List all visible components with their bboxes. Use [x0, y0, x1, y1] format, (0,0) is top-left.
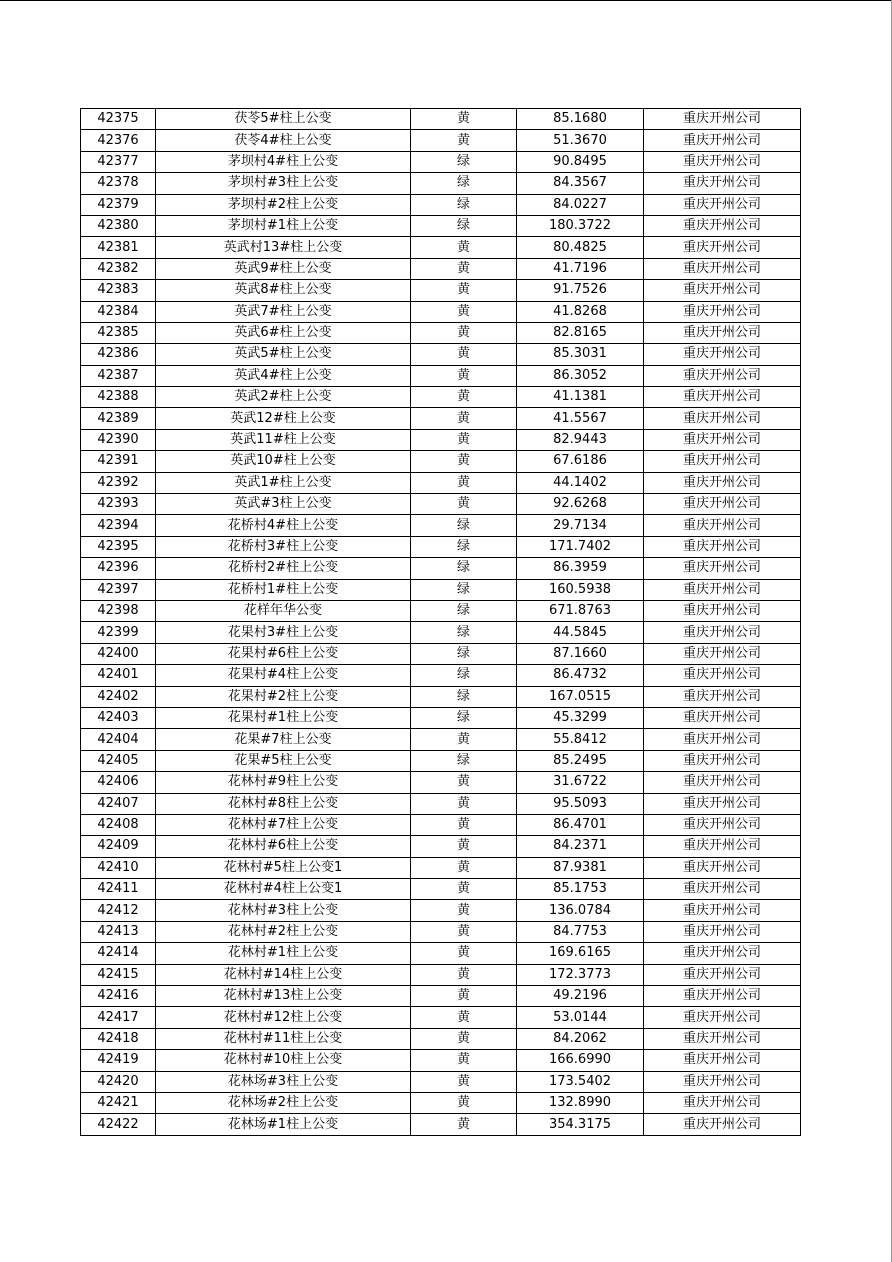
- cell-level: 黄: [411, 1114, 517, 1135]
- cell-id: 42406: [81, 772, 156, 793]
- cell-id: 42418: [81, 1028, 156, 1049]
- cell-level: 黄: [411, 814, 517, 835]
- cell-org: 重庆开州公司: [644, 365, 801, 386]
- cell-org: 重庆开州公司: [644, 686, 801, 707]
- table-row: [81, 1114, 801, 1135]
- cell-value: 84.7753: [517, 921, 644, 942]
- cell-org: 重庆开州公司: [644, 622, 801, 643]
- cell-org: 重庆开州公司: [644, 1114, 801, 1135]
- table-row: [81, 1050, 801, 1071]
- cell-id: 42379: [81, 194, 156, 215]
- cell-level: 绿: [411, 622, 517, 643]
- cell-level: 黄: [411, 472, 517, 493]
- cell-value: 85.3031: [517, 344, 644, 365]
- cell-value: 82.9443: [517, 429, 644, 450]
- cell-org: 重庆开州公司: [644, 1028, 801, 1049]
- cell-id: 42377: [81, 151, 156, 172]
- cell-value: 95.5093: [517, 793, 644, 814]
- cell-name: 英武7#柱上公变: [156, 301, 411, 322]
- cell-org: 重庆开州公司: [644, 1050, 801, 1071]
- cell-org: 重庆开州公司: [644, 879, 801, 900]
- cell-id: 42383: [81, 280, 156, 301]
- cell-id: 42408: [81, 814, 156, 835]
- cell-level: 绿: [411, 643, 517, 664]
- cell-id: 42387: [81, 365, 156, 386]
- cell-value: 55.8412: [517, 729, 644, 750]
- cell-value: 169.6165: [517, 943, 644, 964]
- cell-id: 42403: [81, 707, 156, 728]
- cell-value: 45.3299: [517, 707, 644, 728]
- table-row: [81, 1028, 801, 1049]
- table-row: [81, 772, 801, 793]
- cell-value: 90.8495: [517, 151, 644, 172]
- cell-level: 绿: [411, 686, 517, 707]
- cell-org: 重庆开州公司: [644, 472, 801, 493]
- cell-level: 黄: [411, 130, 517, 151]
- cell-value: 80.4825: [517, 237, 644, 258]
- cell-value: 92.6268: [517, 494, 644, 515]
- cell-level: 黄: [411, 729, 517, 750]
- cell-org: 重庆开州公司: [644, 665, 801, 686]
- table-row: [81, 729, 801, 750]
- cell-level: 黄: [411, 793, 517, 814]
- cell-level: 绿: [411, 579, 517, 600]
- cell-value: 51.3670: [517, 130, 644, 151]
- cell-org: 重庆开州公司: [644, 750, 801, 771]
- cell-level: 黄: [411, 921, 517, 942]
- cell-id: 42393: [81, 494, 156, 515]
- table-row: [81, 900, 801, 921]
- cell-id: 42401: [81, 665, 156, 686]
- cell-name: 花果村#6柱上公变: [156, 643, 411, 664]
- cell-value: 41.8268: [517, 301, 644, 322]
- table-row: [81, 408, 801, 429]
- cell-org: 重庆开州公司: [644, 173, 801, 194]
- cell-value: 44.5845: [517, 622, 644, 643]
- table-row: [81, 686, 801, 707]
- cell-name: 花林村#10柱上公变: [156, 1050, 411, 1071]
- cell-id: 42398: [81, 600, 156, 621]
- table-row: [81, 665, 801, 686]
- cell-id: 42400: [81, 643, 156, 664]
- cell-value: 132.8990: [517, 1092, 644, 1113]
- cell-org: 重庆开州公司: [644, 579, 801, 600]
- cell-name: 花林村#13柱上公变: [156, 986, 411, 1007]
- cell-id: 42382: [81, 258, 156, 279]
- cell-org: 重庆开州公司: [644, 151, 801, 172]
- cell-id: 42399: [81, 622, 156, 643]
- cell-level: 黄: [411, 301, 517, 322]
- cell-id: 42409: [81, 836, 156, 857]
- cell-name: 花样年华公变: [156, 600, 411, 621]
- cell-org: 重庆开州公司: [644, 921, 801, 942]
- cell-name: 花林场#2柱上公变: [156, 1092, 411, 1113]
- cell-name: 花桥村4#柱上公变: [156, 515, 411, 536]
- cell-level: 黄: [411, 344, 517, 365]
- cell-value: 85.1680: [517, 109, 644, 130]
- cell-value: 82.8165: [517, 322, 644, 343]
- table-row: [81, 365, 801, 386]
- cell-value: 167.0515: [517, 686, 644, 707]
- page-top-border: [0, 0, 892, 1]
- cell-level: 绿: [411, 215, 517, 236]
- cell-org: 重庆开州公司: [644, 772, 801, 793]
- cell-value: 173.5402: [517, 1071, 644, 1092]
- cell-level: 绿: [411, 558, 517, 579]
- cell-id: 42390: [81, 429, 156, 450]
- table-row: [81, 387, 801, 408]
- cell-org: 重庆开州公司: [644, 258, 801, 279]
- cell-name: 花果村#4柱上公变: [156, 665, 411, 686]
- cell-id: 42416: [81, 986, 156, 1007]
- cell-name: 花林村#3柱上公变: [156, 900, 411, 921]
- cell-name: 花果村3#柱上公变: [156, 622, 411, 643]
- cell-name: 花林村#6柱上公变: [156, 836, 411, 857]
- table-row: [81, 451, 801, 472]
- cell-org: 重庆开州公司: [644, 429, 801, 450]
- cell-org: 重庆开州公司: [644, 729, 801, 750]
- table-row: [81, 173, 801, 194]
- table-row: [81, 344, 801, 365]
- cell-value: 84.0227: [517, 194, 644, 215]
- cell-level: 黄: [411, 451, 517, 472]
- cell-org: 重庆开州公司: [644, 943, 801, 964]
- cell-org: 重庆开州公司: [644, 900, 801, 921]
- cell-name: 英武#3柱上公变: [156, 494, 411, 515]
- cell-name: 花林村#11柱上公变: [156, 1028, 411, 1049]
- table-row: [81, 879, 801, 900]
- cell-id: 42412: [81, 900, 156, 921]
- table-row: [81, 1092, 801, 1113]
- table-row: [81, 130, 801, 151]
- cell-level: 黄: [411, 857, 517, 878]
- table-row: [81, 280, 801, 301]
- table-row: [81, 622, 801, 643]
- cell-org: 重庆开州公司: [644, 280, 801, 301]
- cell-org: 重庆开州公司: [644, 814, 801, 835]
- cell-id: 42421: [81, 1092, 156, 1113]
- cell-value: 180.3722: [517, 215, 644, 236]
- table-row: [81, 301, 801, 322]
- cell-value: 85.2495: [517, 750, 644, 771]
- cell-org: 重庆开州公司: [644, 515, 801, 536]
- cell-org: 重庆开州公司: [644, 237, 801, 258]
- cell-org: 重庆开州公司: [644, 344, 801, 365]
- table-row: [81, 943, 801, 964]
- cell-id: 42384: [81, 301, 156, 322]
- cell-value: 172.3773: [517, 964, 644, 985]
- cell-org: 重庆开州公司: [644, 643, 801, 664]
- table-body: [81, 109, 801, 1136]
- cell-name: 花林村#14柱上公变: [156, 964, 411, 985]
- table-row: [81, 836, 801, 857]
- cell-level: 黄: [411, 836, 517, 857]
- cell-id: 42394: [81, 515, 156, 536]
- cell-id: 42389: [81, 408, 156, 429]
- cell-name: 英武4#柱上公变: [156, 365, 411, 386]
- table-row: [81, 579, 801, 600]
- cell-org: 重庆开州公司: [644, 857, 801, 878]
- cell-name: 花林村#8柱上公变: [156, 793, 411, 814]
- cell-value: 86.3052: [517, 365, 644, 386]
- cell-value: 84.2062: [517, 1028, 644, 1049]
- cell-name: 茅坝村#2柱上公变: [156, 194, 411, 215]
- cell-value: 41.7196: [517, 258, 644, 279]
- cell-name: 英武1#柱上公变: [156, 472, 411, 493]
- cell-value: 354.3175: [517, 1114, 644, 1135]
- cell-org: 重庆开州公司: [644, 1007, 801, 1028]
- cell-level: 黄: [411, 408, 517, 429]
- cell-name: 茅坝村#3柱上公变: [156, 173, 411, 194]
- cell-value: 171.7402: [517, 536, 644, 557]
- cell-level: 黄: [411, 258, 517, 279]
- cell-id: 42395: [81, 536, 156, 557]
- cell-id: 42380: [81, 215, 156, 236]
- cell-id: 42422: [81, 1114, 156, 1135]
- cell-id: 42407: [81, 793, 156, 814]
- table-row: [81, 1007, 801, 1028]
- cell-value: 85.1753: [517, 879, 644, 900]
- cell-level: 绿: [411, 151, 517, 172]
- cell-name: 英武8#柱上公变: [156, 280, 411, 301]
- cell-name: 花林村#12柱上公变: [156, 1007, 411, 1028]
- cell-org: 重庆开州公司: [644, 793, 801, 814]
- table-row: [81, 857, 801, 878]
- cell-value: 29.7134: [517, 515, 644, 536]
- cell-name: 花林村#1柱上公变: [156, 943, 411, 964]
- cell-value: 31.6722: [517, 772, 644, 793]
- cell-name: 茯苓5#柱上公变: [156, 109, 411, 130]
- cell-level: 黄: [411, 986, 517, 1007]
- cell-org: 重庆开州公司: [644, 536, 801, 557]
- table-row: [81, 793, 801, 814]
- cell-value: 44.1402: [517, 472, 644, 493]
- cell-id: 42417: [81, 1007, 156, 1028]
- cell-name: 花桥村2#柱上公变: [156, 558, 411, 579]
- table-row: [81, 750, 801, 771]
- cell-level: 黄: [411, 1092, 517, 1113]
- cell-org: 重庆开州公司: [644, 707, 801, 728]
- cell-value: 67.6186: [517, 451, 644, 472]
- cell-name: 花林村#2柱上公变: [156, 921, 411, 942]
- cell-org: 重庆开州公司: [644, 194, 801, 215]
- cell-value: 87.9381: [517, 857, 644, 878]
- cell-id: 42404: [81, 729, 156, 750]
- table-row: [81, 643, 801, 664]
- cell-name: 英武9#柱上公变: [156, 258, 411, 279]
- cell-value: 160.5938: [517, 579, 644, 600]
- table-row: [81, 515, 801, 536]
- cell-id: 42386: [81, 344, 156, 365]
- cell-id: 42388: [81, 387, 156, 408]
- cell-value: 87.1660: [517, 643, 644, 664]
- transformer-table: [80, 108, 801, 1136]
- cell-value: 136.0784: [517, 900, 644, 921]
- table-row: [81, 964, 801, 985]
- cell-id: 42410: [81, 857, 156, 878]
- cell-value: 84.2371: [517, 836, 644, 857]
- cell-value: 49.2196: [517, 986, 644, 1007]
- table-row: [81, 429, 801, 450]
- cell-level: 黄: [411, 879, 517, 900]
- cell-name: 花林村#9柱上公变: [156, 772, 411, 793]
- cell-id: 42413: [81, 921, 156, 942]
- cell-value: 41.1381: [517, 387, 644, 408]
- cell-value: 671.8763: [517, 600, 644, 621]
- table-row: [81, 109, 801, 130]
- cell-value: 91.7526: [517, 280, 644, 301]
- cell-id: 42378: [81, 173, 156, 194]
- cell-id: 42396: [81, 558, 156, 579]
- cell-value: 53.0144: [517, 1007, 644, 1028]
- cell-value: 84.3567: [517, 173, 644, 194]
- cell-id: 42376: [81, 130, 156, 151]
- cell-id: 42402: [81, 686, 156, 707]
- cell-level: 黄: [411, 1050, 517, 1071]
- cell-org: 重庆开州公司: [644, 451, 801, 472]
- table-row: [81, 986, 801, 1007]
- cell-id: 42415: [81, 964, 156, 985]
- cell-org: 重庆开州公司: [644, 387, 801, 408]
- cell-level: 黄: [411, 280, 517, 301]
- cell-org: 重庆开州公司: [644, 1092, 801, 1113]
- cell-name: 茅坝村4#柱上公变: [156, 151, 411, 172]
- cell-level: 黄: [411, 494, 517, 515]
- table-row: [81, 237, 801, 258]
- cell-org: 重庆开州公司: [644, 836, 801, 857]
- table-row: [81, 494, 801, 515]
- cell-name: 花林场#1柱上公变: [156, 1114, 411, 1135]
- cell-level: 黄: [411, 964, 517, 985]
- cell-value: 86.4701: [517, 814, 644, 835]
- cell-name: 英武10#柱上公变: [156, 451, 411, 472]
- cell-id: 42420: [81, 1071, 156, 1092]
- cell-level: 黄: [411, 429, 517, 450]
- table-row: [81, 194, 801, 215]
- cell-org: 重庆开州公司: [644, 600, 801, 621]
- cell-name: 英武5#柱上公变: [156, 344, 411, 365]
- cell-level: 绿: [411, 665, 517, 686]
- table-row: [81, 1071, 801, 1092]
- cell-org: 重庆开州公司: [644, 986, 801, 1007]
- cell-id: 42414: [81, 943, 156, 964]
- cell-org: 重庆开州公司: [644, 130, 801, 151]
- cell-level: 黄: [411, 900, 517, 921]
- cell-level: 绿: [411, 750, 517, 771]
- table-row: [81, 322, 801, 343]
- cell-level: 绿: [411, 194, 517, 215]
- cell-id: 42381: [81, 237, 156, 258]
- table-row: [81, 814, 801, 835]
- cell-name: 英武2#柱上公变: [156, 387, 411, 408]
- cell-id: 42375: [81, 109, 156, 130]
- cell-org: 重庆开州公司: [644, 1071, 801, 1092]
- cell-name: 英武12#柱上公变: [156, 408, 411, 429]
- cell-value: 86.3959: [517, 558, 644, 579]
- cell-level: 绿: [411, 515, 517, 536]
- cell-name: 茅坝村#1柱上公变: [156, 215, 411, 236]
- cell-id: 42405: [81, 750, 156, 771]
- cell-level: 绿: [411, 600, 517, 621]
- cell-name: 英武村13#柱上公变: [156, 237, 411, 258]
- cell-value: 86.4732: [517, 665, 644, 686]
- cell-id: 42419: [81, 1050, 156, 1071]
- table-row: [81, 258, 801, 279]
- cell-org: 重庆开州公司: [644, 408, 801, 429]
- cell-org: 重庆开州公司: [644, 301, 801, 322]
- cell-org: 重庆开州公司: [644, 215, 801, 236]
- cell-name: 花果#5柱上公变: [156, 750, 411, 771]
- cell-level: 黄: [411, 772, 517, 793]
- cell-level: 黄: [411, 237, 517, 258]
- cell-level: 黄: [411, 387, 517, 408]
- cell-name: 花林村#7柱上公变: [156, 814, 411, 835]
- cell-name: 花林场#3柱上公变: [156, 1071, 411, 1092]
- cell-name: 花林村#5柱上公变1: [156, 857, 411, 878]
- cell-level: 绿: [411, 536, 517, 557]
- cell-level: 黄: [411, 943, 517, 964]
- table-row: [81, 558, 801, 579]
- cell-name: 花果村#2柱上公变: [156, 686, 411, 707]
- table-row: [81, 151, 801, 172]
- table-row: [81, 600, 801, 621]
- cell-name: 英武11#柱上公变: [156, 429, 411, 450]
- cell-name: 花林村#4柱上公变1: [156, 879, 411, 900]
- cell-id: 42392: [81, 472, 156, 493]
- cell-level: 黄: [411, 365, 517, 386]
- cell-id: 42391: [81, 451, 156, 472]
- cell-level: 黄: [411, 1028, 517, 1049]
- cell-org: 重庆开州公司: [644, 322, 801, 343]
- cell-org: 重庆开州公司: [644, 558, 801, 579]
- table-row: [81, 472, 801, 493]
- table-row: [81, 707, 801, 728]
- cell-name: 花果村#1柱上公变: [156, 707, 411, 728]
- cell-name: 英武6#柱上公变: [156, 322, 411, 343]
- cell-level: 绿: [411, 173, 517, 194]
- cell-id: 42397: [81, 579, 156, 600]
- cell-name: 花桥村3#柱上公变: [156, 536, 411, 557]
- cell-value: 41.5567: [517, 408, 644, 429]
- cell-name: 花果#7柱上公变: [156, 729, 411, 750]
- cell-name: 茯苓4#柱上公变: [156, 130, 411, 151]
- table-row: [81, 215, 801, 236]
- cell-level: 绿: [411, 707, 517, 728]
- table-row: [81, 921, 801, 942]
- cell-level: 黄: [411, 322, 517, 343]
- cell-value: 166.6990: [517, 1050, 644, 1071]
- cell-level: 黄: [411, 1071, 517, 1092]
- table-row: [81, 536, 801, 557]
- cell-level: 黄: [411, 1007, 517, 1028]
- cell-level: 黄: [411, 109, 517, 130]
- cell-id: 42411: [81, 879, 156, 900]
- cell-org: 重庆开州公司: [644, 494, 801, 515]
- cell-org: 重庆开州公司: [644, 109, 801, 130]
- cell-id: 42385: [81, 322, 156, 343]
- cell-org: 重庆开州公司: [644, 964, 801, 985]
- cell-name: 花桥村1#柱上公变: [156, 579, 411, 600]
